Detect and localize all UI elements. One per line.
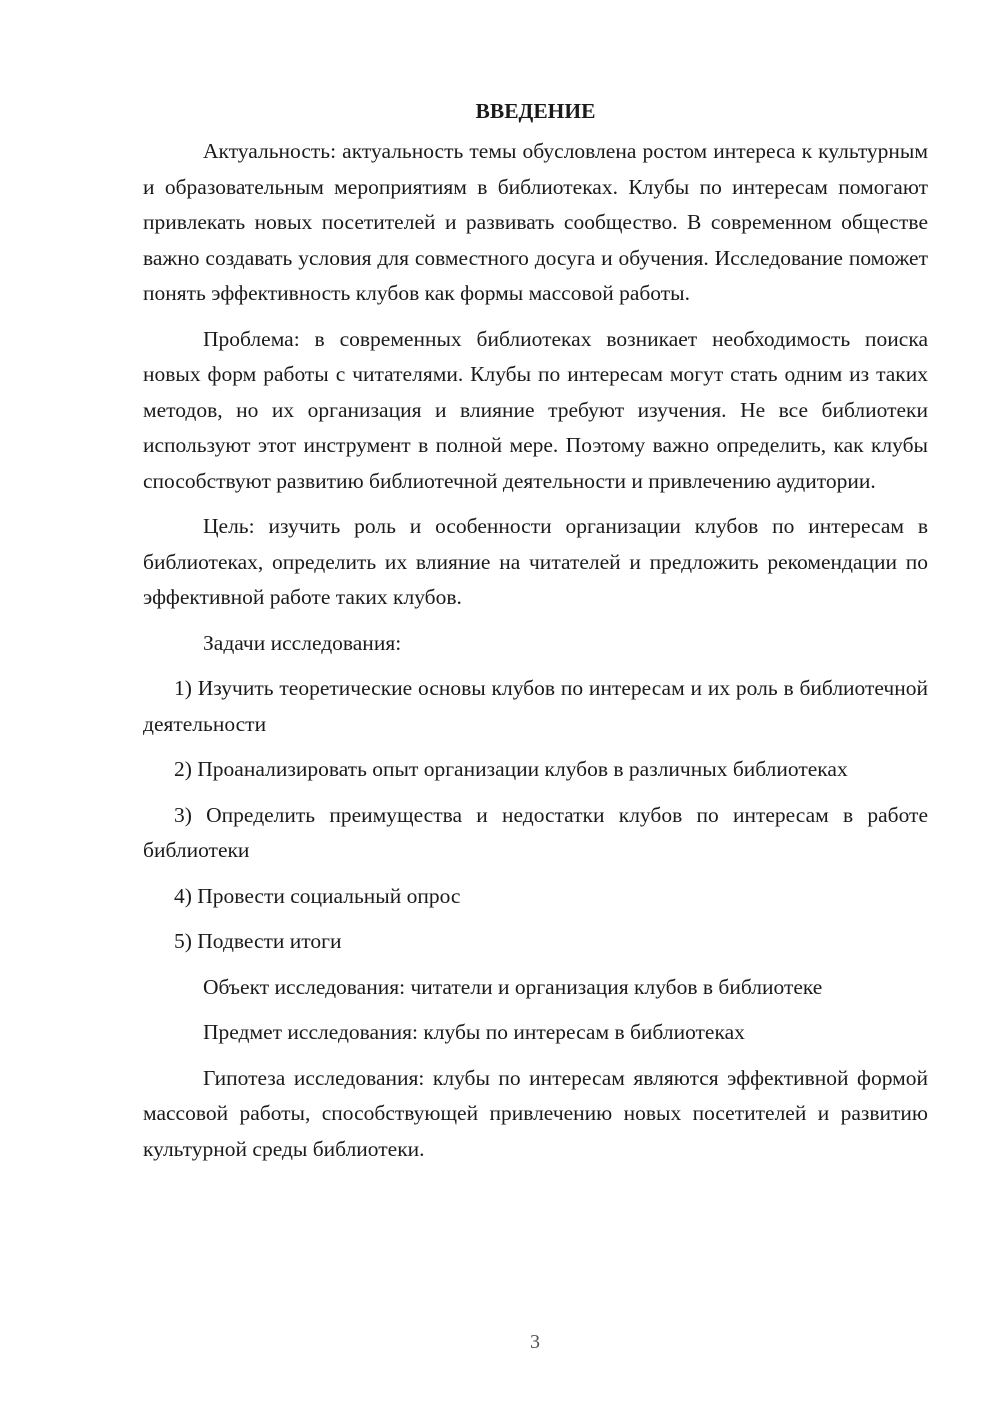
research-object: Объект исследования: читатели и организация клубов в библиотеке <box>203 974 823 999</box>
tasks-heading: Задачи исследования: <box>203 630 402 655</box>
task-item-3: 3) Определить преимущества и недостатки клубов по интересам в работе библиотеки <box>143 802 928 862</box>
page-number: 3 <box>530 1331 540 1353</box>
section-heading: ВВЕДЕНИЕ <box>475 99 596 123</box>
research-hypothesis: Гипотеза исследования: клубы по интересам являются эффективной формой массовой работы, способствующей привлечению новых посетителей и развитию культурной среды библиотеки. <box>143 1065 928 1161</box>
document-page <box>143 96 928 1177</box>
relevance-paragraph: Актуальность: актуальность темы обусловлена ростом интереса к культурным и образовательным мероприятиям в библиотеках. Клубы по интересам помогают привлекать новых посетителей и развивать сообщество. В современном обществе важно создавать условия для совместного досуга и обучения. Исследование поможет понять эффективность клубов как формы массовой работы. <box>143 139 928 305</box>
task-item-4: 4) Провести социальный опрос <box>174 883 461 908</box>
task-item-2: 2) Проанализировать опыт организации клубов в различных библиотеках <box>174 757 848 781</box>
goal-paragraph: Цель: изучить роль и особенности организации клубов по интересам в библиотеках, определить их влияние на читателей и предложить рекомендации по эффективной работе таких клубов. <box>143 514 928 609</box>
task-item-1: 1) Изучить теоретические основы клубов по интересам и их роль в библиотечной деятельности <box>143 676 928 736</box>
task-item-5: 5) Подвести итоги <box>174 929 342 953</box>
research-subject: Предмет исследования: клубы по интересам в библиотеках <box>203 1020 745 1044</box>
problem-paragraph: Проблема: в современных библиотеках возникает необходимость поиска новых форм работы с читателями. Клубы по интересам могут стать одним из таких методов, но их организация и влияние требуют изучения. Не все библиотеки используют этот инструмент в полной мере. Поэтому важно определить, как клубы способствуют развитию библиотечной деятельности и привлечению аудитории. <box>143 326 928 493</box>
